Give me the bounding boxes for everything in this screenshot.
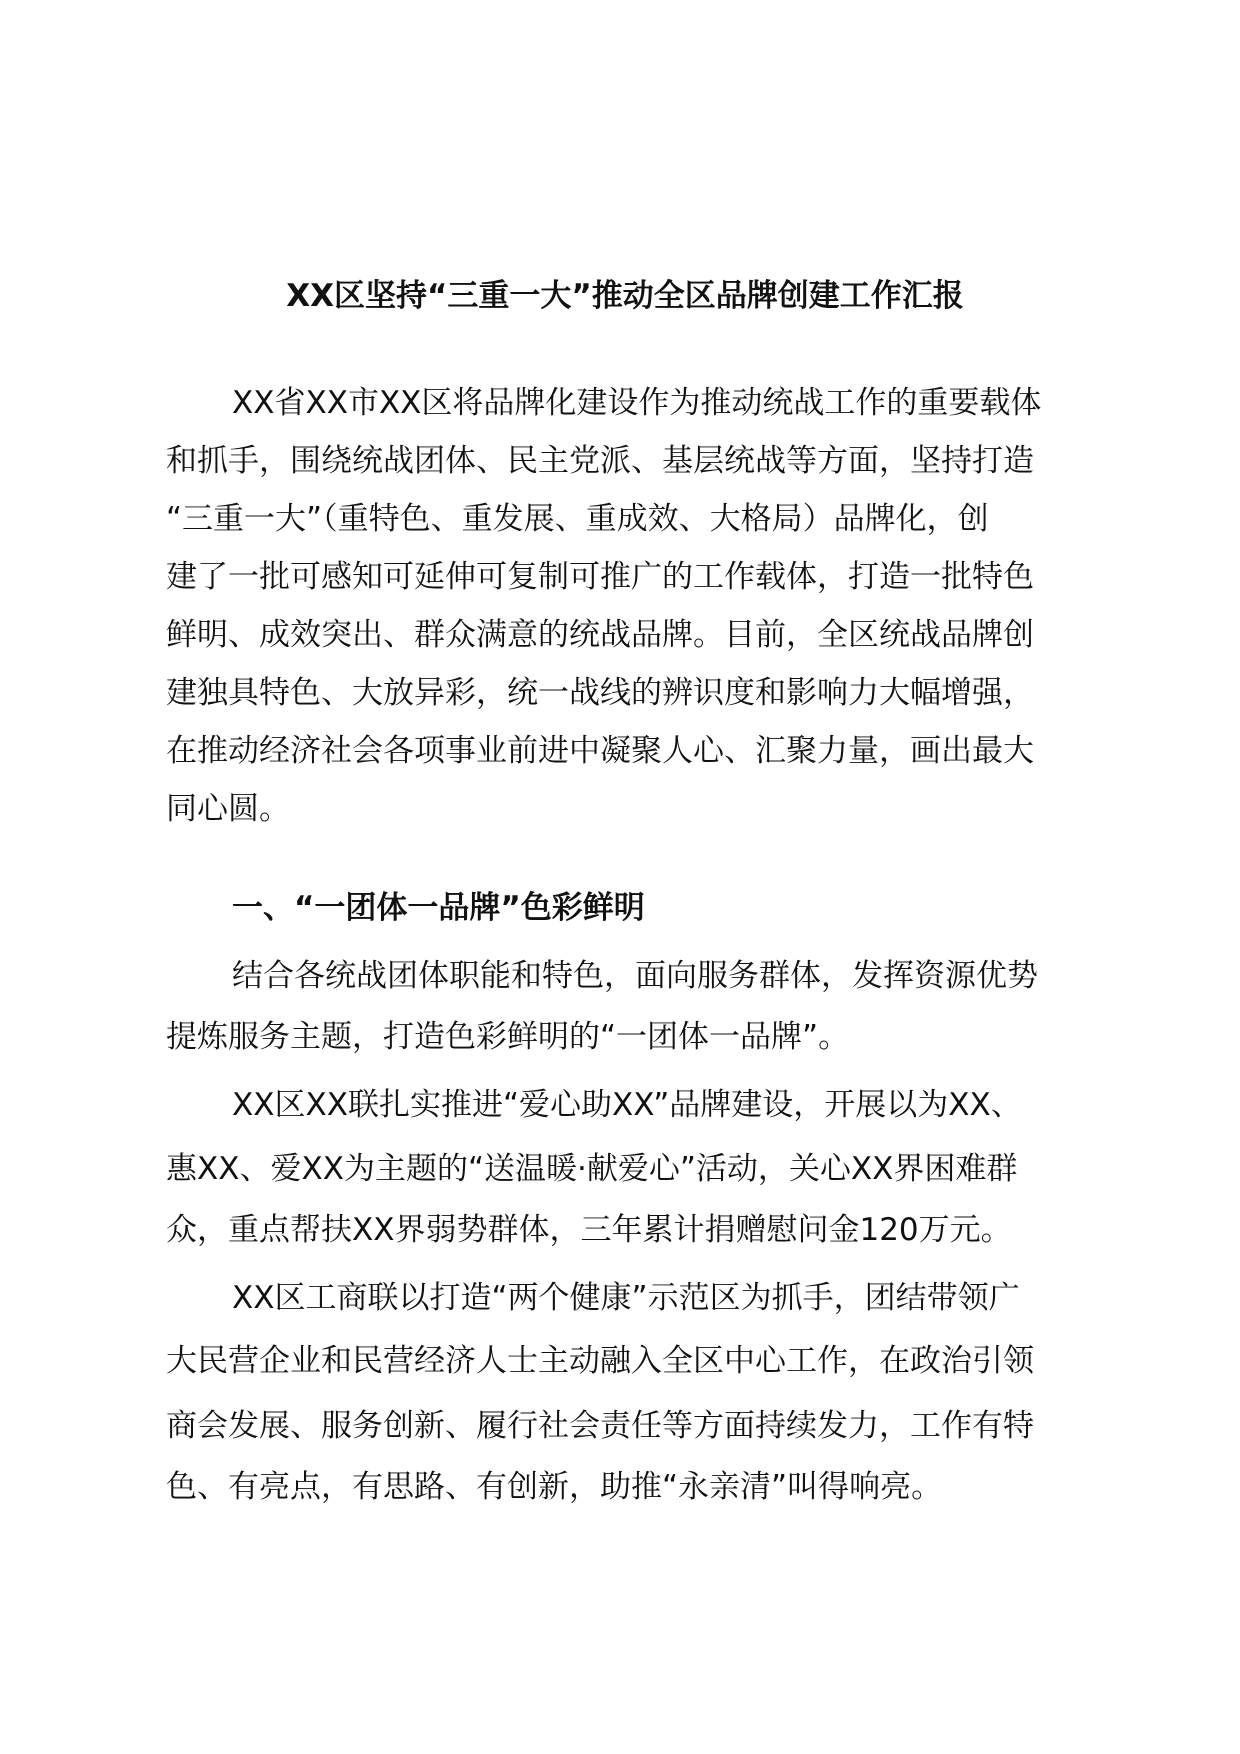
- paragraph-line: 色、有亮点，有思路、有创新，助推“永亲清”叫得响亮。: [166, 1469, 943, 1505]
- document-title: XX区坚持“三重一大”推动全区品牌创建工作汇报: [286, 278, 964, 314]
- paragraph-line: 众，重点帮扶XX界弱势群体，三年累计捐赠慰问金120万元。: [166, 1212, 1012, 1248]
- paragraph-line: 商会发展、服务创新、履行社会责任等方面持续发力，工作有特: [166, 1408, 1034, 1444]
- paragraph-line: 提炼服务主题，打造色彩鲜明的“一团体一品牌”。: [166, 1019, 850, 1055]
- paragraph-line: 建独具特色、大放异彩，统一战线的辨识度和影响力大幅增强，: [166, 675, 1034, 711]
- paragraph-line: 大民营企业和民营经济人士主动融入全区中心工作，在政治引领: [166, 1343, 1034, 1379]
- paragraph-line: 结合各统战团体职能和特色，面向服务群体，发挥资源优势: [232, 958, 1038, 994]
- paragraph-line: 建了一批可感知可延伸可复制可推广的工作载体，打造一批特色: [166, 559, 1034, 595]
- paragraph-line: 惠XX、爱XX为主题的“送温暖·献爱心”活动，关心XX界困难群: [166, 1151, 1018, 1187]
- paragraph-line: XX区XX联扎实推进“爱心助XX”品牌建设，开展以为XX、: [232, 1087, 1022, 1123]
- paragraph-line: 在推动经济社会各项事业前进中凝聚人心、汇聚力量，画出最大: [166, 733, 1034, 769]
- paragraph-line: 和抓手，围绕统战团体、民主党派、基层统战等方面，坚持打造: [166, 443, 1034, 479]
- paragraph-line: XX省XX市XX区将品牌化建设作为推动统战工作的重要载体: [232, 385, 1042, 421]
- paragraph-line: 鲜明、成效突出、群众满意的统战品牌。目前，全区统战品牌创: [166, 617, 1034, 653]
- paragraph-line: XX区工商联以打造“两个健康”示范区为抓手，团结带领广: [232, 1280, 1020, 1316]
- paragraph-line: 同心圆。: [166, 791, 290, 827]
- section-heading: 一、“一团体一品牌”色彩鲜明: [232, 890, 645, 926]
- paragraph-line: “三重一大”（重特色、重发展、重成效、大格局）品牌化，创: [166, 501, 989, 537]
